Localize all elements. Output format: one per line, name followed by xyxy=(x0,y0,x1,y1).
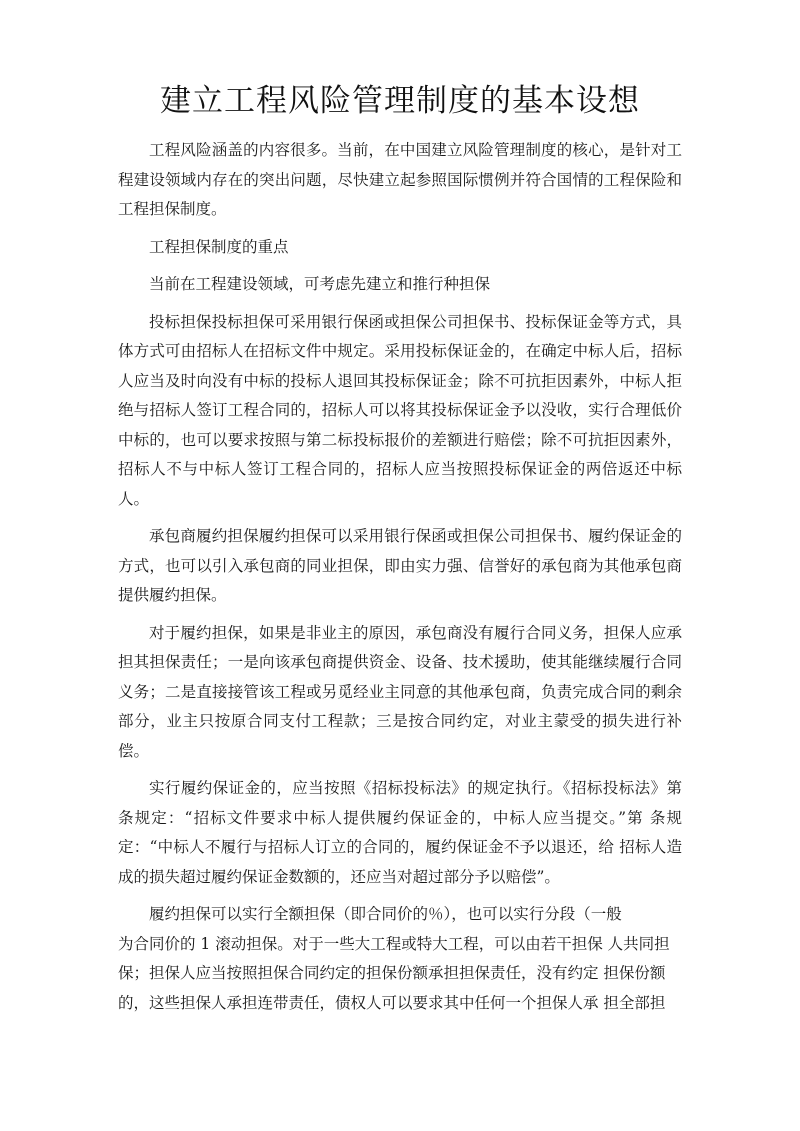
text-line: 的，这些担保人承担连带责任，债权人可以要求其中任何一个担保人承 担全部担 xyxy=(118,993,666,1012)
paragraph-intro: 工程风险涵盖的内容很多。当前，在中国建立风险管理制度的核心，是针对工程建设领域内存在的突出问题，尽快建立起参照国际惯例并符合国情的工程保险和工程担保制度。 xyxy=(118,141,682,218)
text-line: 为合同价的 1 滚动担保。对于一些大工程或特大工程，可以由若干担保 人共同担 xyxy=(118,934,670,953)
paragraph-performance-guarantee: 承包商履约担保履约担保可以采用银行保函或担保公司担保书、履约保证金的方式，也可以引入承包商的同业担保，即由实力强、信誉好的承包商为其他承包商提供履约担保。 xyxy=(118,527,682,604)
document-title: 建立工程风险管理制度的基本设想 xyxy=(160,83,640,119)
text-line: 保；担保人应当按照担保合同约定的担保份额承担担保责任，没有约定 担保份额 xyxy=(118,964,666,982)
paragraph-guarantor-duty: 对于履约担保，如果是非业主的原因，承包商没有履行合同义务，担保人应承担其担保责任；一是向该承包商提供资金、设备、技术援助，使其能继续履行合同义务；二是直接接管该工程或另觅经业主同意的其他承包商，负责完成合同的剩余部分，业主只按原合同支付工程款；三是按合同约定，对业主蒙受的损失进行补偿。 xyxy=(118,623,682,760)
text-line: 履约担保可以实行全额担保（即合同价的％），也可以实行分段（一般 xyxy=(149,905,622,923)
paragraph-full-guarantee xyxy=(118,900,682,1018)
paragraph-heading-guarantee: 工程担保制度的重点 xyxy=(149,237,289,256)
paragraph-heading-types: 当前在工程建设领域，可考虑先建立和推行种担保 xyxy=(149,275,491,293)
document-body xyxy=(118,136,682,1018)
paragraph-performance-bond: 实行履约保证金的，应当按照《招标投标法》的规定执行。《招标投标法》第条规定：“招标文件要求中标人提供履约保证金的，中标人应当提交。”第 条规定：“中标人不履行与招标人订立的合同的，履约保证金不予以退还，给 招标人造成的损失超过履约保证金数额的，还应当对超过部分予以赔偿”。 xyxy=(118,779,682,886)
paragraph-bid-guarantee: 投标担保投标担保可采用银行保函或担保公司担保书、投标保证金等方式，具体方式可由招标人在招标文件中规定。采用投标保证金的，在确定中标人后，招标人应当及时向没有中标的投标人退回其投标保证金；除不可抗拒因素外，中标人拒绝与招标人签订工程合同的，招标人可以将其投标保证金予以没收，实行合理低价中标的，也可以要求按照与第二标投标报价的差额进行赔偿；除不可抗拒因素外，招标人不与中标人签订工程合同的，招标人应当按照投标保证金的两倍返还中标人。 xyxy=(118,312,682,508)
